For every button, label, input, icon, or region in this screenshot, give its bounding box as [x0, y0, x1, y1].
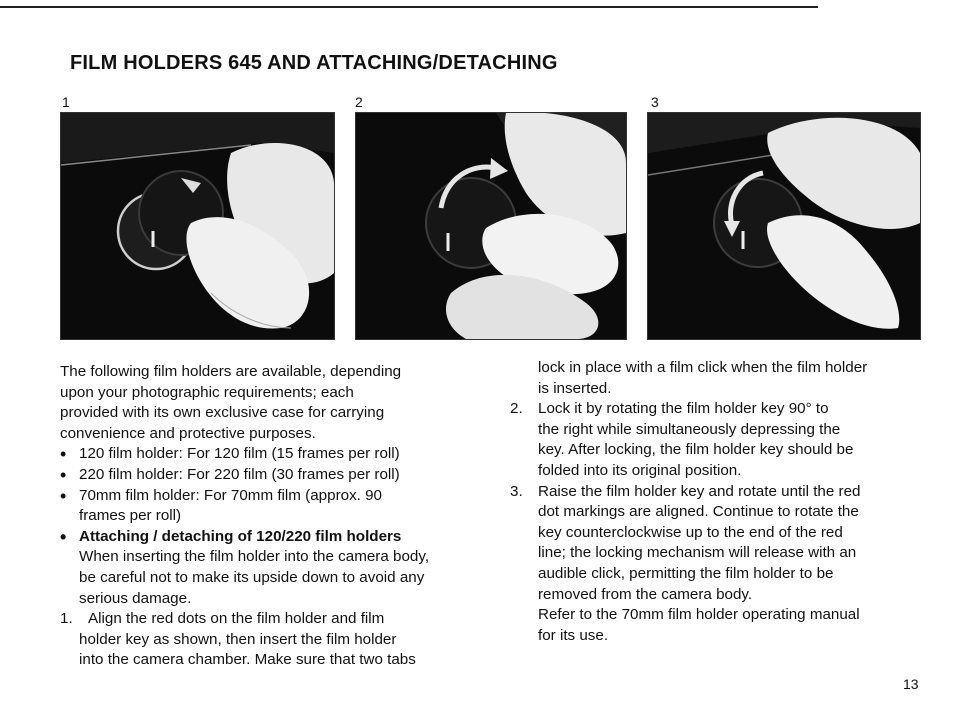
step-1-line: Align the red dots on the film holder and film [88, 610, 385, 628]
step-1 [60, 609, 505, 630]
attaching-line: When inserting the film holder into the camera body, [79, 548, 430, 566]
step-3-line: audible click, permitting the film holder to be [538, 564, 834, 582]
bullet-70mm-film: • 70mm film holder: For 70mm film (approx. 90 [60, 486, 505, 507]
figure-3-photo [647, 112, 921, 340]
step-3-line: dot markings are aligned. Continue to rotate the [538, 503, 859, 521]
attaching-line: serious damage. [79, 589, 192, 607]
intro-line: convenience and protective purposes. [60, 424, 316, 442]
step-2-line: the right while simultaneously depressing the [538, 420, 841, 438]
step-3-line: Refer to the 70mm film holder operating manual [538, 606, 860, 624]
page-title: FILM HOLDERS 645 AND ATTACHING/DETACHING [70, 52, 558, 74]
continuation-line: lock in place with a film click when the film holder [538, 359, 868, 376]
left-column [60, 362, 505, 671]
figure-3-illustration [648, 113, 920, 339]
figure-1-illustration [61, 113, 334, 339]
step-2-line: Lock it by rotating the film holder key 90° to [538, 400, 829, 418]
bullet-70mm-film-continued: frames per roll) [79, 507, 182, 525]
continuation-line: is inserted. [538, 379, 612, 397]
figure-1-photo [60, 112, 335, 340]
step-1-number: 1. [60, 610, 73, 628]
step-2 [510, 399, 960, 420]
figure-2-illustration [356, 113, 626, 339]
bullet-120-film: • 120 film holder: For 120 film (15 frames per roll) [60, 444, 505, 465]
figure-3-number: 3 [651, 94, 659, 110]
step-2-line: key. After locking, the film holder key should be [538, 441, 854, 459]
step-3-line: for its use. [538, 626, 609, 644]
figure-2-photo [355, 112, 627, 340]
right-column [510, 358, 960, 646]
step-3-line: Raise the film holder key and rotate until the red [538, 482, 861, 500]
step-3-line: key counterclockwise up to the end of the red [538, 523, 843, 541]
top-rule [0, 6, 818, 8]
step-1-line: holder key as shown, then insert the film holder [79, 630, 397, 648]
attaching-line: be careful not to make its upside down to avoid any [79, 568, 425, 586]
attaching-heading: • Attaching / detaching of 120/220 film holders [60, 527, 505, 548]
intro-line: The following film holders are available, depending [60, 363, 402, 380]
page-number: 13 [903, 676, 919, 692]
step-1-line: into the camera chamber. Make sure that two tabs [79, 651, 416, 669]
step-3 [510, 482, 960, 503]
intro-line: upon your photographic requirements; each [60, 383, 354, 401]
step-3-line: line; the locking mechanism will release with an [538, 544, 857, 562]
bullet-220-film: • 220 film holder: For 220 film (30 frames per roll) [60, 465, 505, 486]
figure-1-number: 1 [62, 94, 70, 110]
step-3-line: removed from the camera body. [538, 585, 753, 603]
intro-line: provided with its own exclusive case for carrying [60, 404, 385, 422]
step-2-line: folded into its original position. [538, 461, 742, 479]
step-3-number: 3. [510, 482, 523, 500]
step-2-number: 2. [510, 400, 523, 418]
figure-2-number: 2 [355, 94, 363, 110]
